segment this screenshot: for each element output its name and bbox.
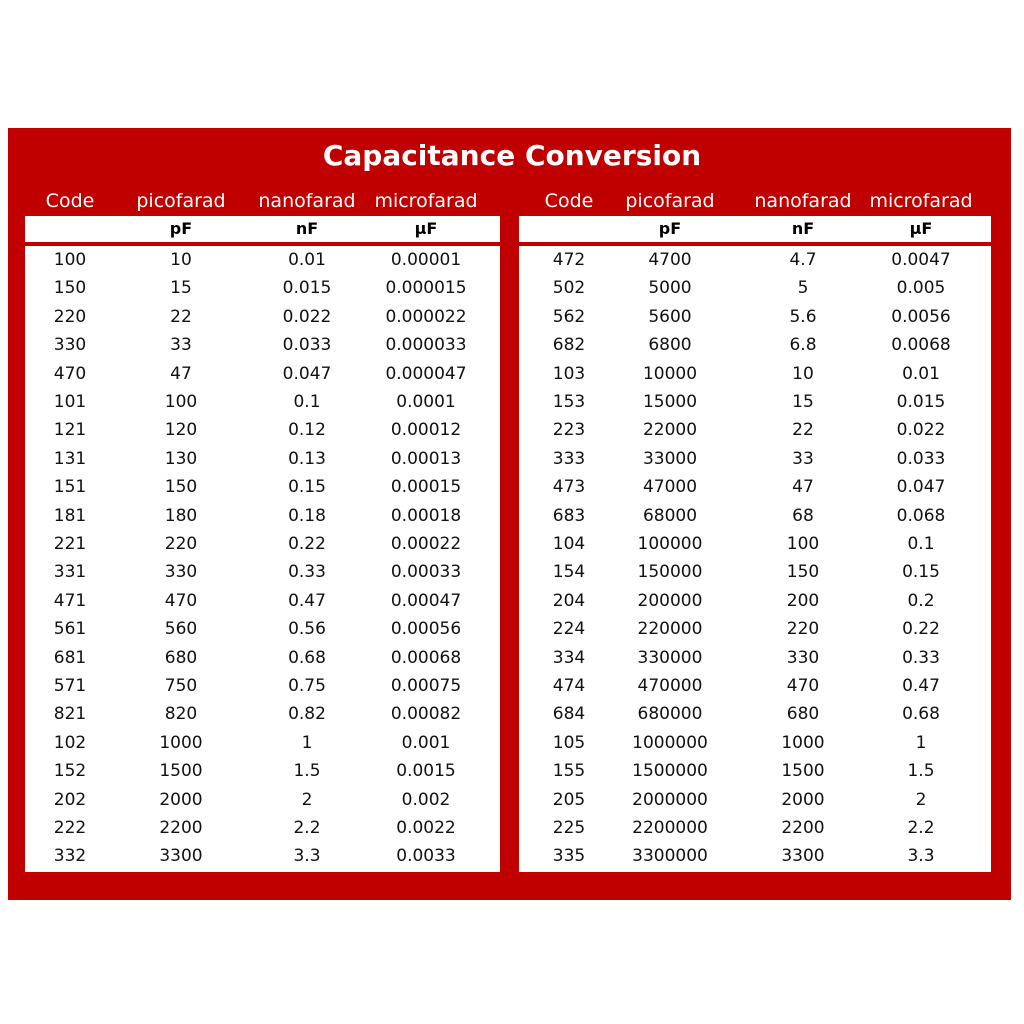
cell-code: 335 [552,846,586,867]
cell-microfarad: 0.0056 [891,306,951,327]
left-table [25,186,500,872]
cell-nanofarad: 5 [797,278,809,299]
cell-code: 471 [53,590,87,611]
cell-nanofarad: 0.01 [288,250,326,270]
cell-microfarad: 0.068 [896,505,946,526]
table-row [25,700,500,728]
cell-picofarad: 33000 [642,448,698,469]
cell-picofarad: 470000 [637,676,703,696]
cell-nanofarad: 0.15 [288,477,326,498]
cell-picofarad: 680 [164,647,198,668]
cell-microfarad: 0.33 [902,647,940,668]
cell-picofarad: 220000 [637,619,703,640]
table-row [519,360,991,388]
cell-microfarad: 0.005 [896,278,946,299]
cell-picofarad: 2000 [159,789,203,810]
cell-picofarad: 2200 [159,818,203,838]
cell-microfarad: 0.00013 [390,448,462,469]
cell-nanofarad: 10 [792,363,814,384]
cell-picofarad: 3300 [159,846,203,867]
cell-nanofarad: 6.8 [789,335,817,356]
table-row [25,388,500,416]
table-row [519,331,991,359]
cell-picofarad: 15 [170,278,192,299]
table-row [25,360,500,388]
cell-picofarad: 470 [164,590,198,611]
unit-uf: µF [414,219,438,238]
table-row [519,473,991,501]
cell-microfarad: 0.0022 [396,818,456,838]
header-code: Code [45,190,95,212]
cell-microfarad: 0.0068 [891,335,951,356]
cell-nanofarad: 0.22 [288,534,326,554]
cell-picofarad: 330 [164,562,198,583]
cell-nanofarad: 1 [301,732,313,753]
table-row [519,842,991,870]
cell-code: 562 [552,306,586,327]
cell-code: 225 [552,818,586,838]
cell-microfarad: 0.002 [401,789,451,810]
table-row [25,502,500,530]
cell-nanofarad: 33 [792,448,814,469]
cell-microfarad: 2.2 [907,818,935,838]
table-row [519,786,991,814]
cell-picofarad: 5000 [648,278,692,299]
cell-nanofarad: 47 [792,477,814,498]
right-units-row [519,216,991,242]
cell-microfarad: 0.00047 [390,590,462,611]
table-row [25,303,500,331]
cell-code: 331 [53,562,87,583]
cell-code: 502 [552,278,586,299]
cell-microfarad: 0.015 [896,392,946,412]
cell-picofarad: 10000 [642,363,698,384]
cell-microfarad: 0.47 [902,676,940,696]
cell-microfarad: 0.033 [896,448,946,469]
header-code: Code [544,190,594,212]
table-row [25,672,500,700]
cell-picofarad: 6800 [648,335,692,356]
cell-code: 202 [53,789,87,810]
cell-picofarad: 100000 [637,534,703,554]
cell-code: 131 [53,448,87,469]
cell-microfarad: 0.00012 [390,420,462,441]
cell-microfarad: 0.15 [902,562,940,583]
cell-microfarad: 1 [915,732,927,753]
cell-nanofarad: 0.1 [293,392,321,412]
cell-microfarad: 0.047 [896,477,946,498]
cell-code: 153 [552,392,586,412]
cell-nanofarad: 2.2 [293,818,321,838]
left-header-row [25,186,500,216]
cell-nanofarad: 1000 [781,732,825,753]
table-row [25,729,500,757]
cell-picofarad: 22 [170,306,192,327]
unit-nf: nF [791,219,815,238]
cell-code: 473 [552,477,586,498]
cell-microfarad: 0.00015 [390,477,462,498]
table-row [519,274,991,302]
right-header-row [519,186,991,216]
table-row [519,502,991,530]
cell-code: 684 [552,704,586,725]
cell-nanofarad: 680 [786,704,820,725]
cell-nanofarad: 3.3 [293,846,321,867]
cell-code: 561 [53,619,87,640]
cell-picofarad: 33 [170,335,192,356]
cell-nanofarad: 150 [786,562,820,583]
table-row [25,814,500,842]
cell-code: 334 [552,647,586,668]
cell-code: 474 [552,676,586,696]
cell-code: 681 [53,647,87,668]
table-row [519,644,991,672]
cell-picofarad: 15000 [642,392,698,412]
cell-code: 102 [53,732,87,753]
cell-picofarad: 10 [170,250,192,270]
cell-nanofarad: 2000 [781,789,825,810]
cell-microfarad: 0.68 [902,704,940,725]
header-picofarad: picofarad [625,190,715,212]
cell-nanofarad: 0.56 [288,619,326,640]
cell-nanofarad: 220 [786,619,820,640]
right-table [519,186,991,872]
cell-microfarad: 0.0015 [396,761,456,782]
cell-microfarad: 0.000047 [385,363,467,384]
cell-nanofarad: 470 [786,676,820,696]
cell-picofarad: 100 [164,392,198,412]
unit-pf: pF [169,219,193,238]
cell-microfarad: 0.000033 [385,335,467,356]
cell-picofarad: 150000 [637,562,703,583]
cell-picofarad: 47000 [642,477,698,498]
cell-microfarad: 0.00001 [390,250,462,270]
cell-code: 152 [53,761,87,782]
cell-picofarad: 820 [164,704,198,725]
cell-code: 103 [552,363,586,384]
cell-microfarad: 0.00082 [390,704,462,725]
cell-code: 470 [53,363,87,384]
cell-picofarad: 180 [164,505,198,526]
cell-picofarad: 1500000 [632,761,708,782]
cell-code: 682 [552,335,586,356]
cell-microfarad: 0.000015 [385,278,467,299]
cell-nanofarad: 2200 [781,818,825,838]
table-row [519,246,991,274]
table-row [519,445,991,473]
cell-microfarad: 0.22 [902,619,940,640]
table-row [25,558,500,586]
cell-microfarad: 0.000022 [385,306,467,327]
cell-code: 105 [552,732,586,753]
cell-code: 151 [53,477,87,498]
cell-microfarad: 0.0001 [396,392,456,412]
cell-microfarad: 0.00018 [390,505,462,526]
cell-picofarad: 22000 [642,420,698,441]
table-row [519,587,991,615]
cell-microfarad: 0.00033 [390,562,462,583]
cell-picofarad: 680000 [637,704,703,725]
cell-nanofarad: 0.13 [288,448,326,469]
cell-nanofarad: 330 [786,647,820,668]
cell-picofarad: 47 [170,363,192,384]
table-row [25,587,500,615]
cell-code: 332 [53,846,87,867]
cell-code: 683 [552,505,586,526]
cell-code: 222 [53,818,87,838]
header-microfarad: microfarad [869,190,973,212]
cell-microfarad: 1.5 [907,761,935,782]
table-row [519,757,991,785]
cell-nanofarad: 0.75 [288,676,326,696]
cell-nanofarad: 0.015 [282,278,332,299]
cell-picofarad: 750 [164,676,198,696]
table-row [25,786,500,814]
cell-nanofarad: 100 [786,534,820,554]
table-row [519,416,991,444]
cell-code: 821 [53,704,87,725]
table-row [25,842,500,870]
cell-code: 221 [53,534,87,554]
cell-code: 220 [53,306,87,327]
cell-nanofarad: 0.18 [288,505,326,526]
table-row [519,615,991,643]
table-row [25,644,500,672]
table-row [519,530,991,558]
header-picofarad: picofarad [136,190,226,212]
unit-pf: pF [658,219,682,238]
table-row [519,672,991,700]
table-row [25,757,500,785]
table-row [519,558,991,586]
cell-code: 100 [53,250,87,270]
cell-code: 150 [53,278,87,299]
cell-code: 571 [53,676,87,696]
cell-picofarad: 220 [164,534,198,554]
cell-code: 104 [552,534,586,554]
right-table-body [519,246,991,872]
cell-code: 224 [552,619,586,640]
cell-picofarad: 200000 [637,590,703,611]
cell-picofarad: 1000 [159,732,203,753]
cell-nanofarad: 0.68 [288,647,326,668]
unit-nf: nF [295,219,319,238]
cell-nanofarad: 200 [786,590,820,611]
cell-code: 121 [53,420,87,441]
cell-nanofarad: 1.5 [293,761,321,782]
cell-nanofarad: 0.033 [282,335,332,356]
table-row [25,416,500,444]
table-row [519,729,991,757]
cell-picofarad: 2000000 [632,789,708,810]
cell-nanofarad: 2 [301,789,313,810]
cell-code: 101 [53,392,87,412]
table-row [25,473,500,501]
cell-nanofarad: 0.047 [282,363,332,384]
cell-microfarad: 0.001 [401,732,451,753]
table-row [519,303,991,331]
cell-microfarad: 0.01 [902,363,940,384]
cell-code: 333 [552,448,586,469]
cell-microfarad: 0.2 [907,590,935,611]
cell-microfarad: 0.00075 [390,676,462,696]
cell-nanofarad: 5.6 [789,306,817,327]
cell-picofarad: 5600 [648,306,692,327]
cell-microfarad: 0.0047 [891,250,951,270]
cell-picofarad: 150 [164,477,198,498]
table-row [519,700,991,728]
cell-nanofarad: 0.33 [288,562,326,583]
cell-nanofarad: 0.47 [288,590,326,611]
table-row [25,530,500,558]
cell-picofarad: 2200000 [632,818,708,838]
cell-nanofarad: 68 [792,505,814,526]
table-row [25,274,500,302]
cell-picofarad: 130 [164,448,198,469]
cell-picofarad: 3300000 [632,846,708,867]
header-microfarad: microfarad [374,190,478,212]
header-nanofarad: nanofarad [258,190,356,212]
cell-picofarad: 68000 [642,505,698,526]
cell-nanofarad: 0.82 [288,704,326,725]
cell-code: 330 [53,335,87,356]
table-row [519,388,991,416]
header-nanofarad: nanofarad [754,190,852,212]
left-table-body [25,246,500,872]
cell-nanofarad: 4.7 [789,250,817,270]
table-row [25,615,500,643]
cell-nanofarad: 15 [792,392,814,412]
cell-nanofarad: 3300 [781,846,825,867]
cell-microfarad: 2 [915,789,927,810]
table-row [25,331,500,359]
cell-nanofarad: 0.022 [282,306,332,327]
cell-microfarad: 0.00056 [390,619,462,640]
left-units-row [25,216,500,242]
cell-nanofarad: 0.12 [288,420,326,441]
unit-uf: µF [909,219,933,238]
table-row [519,814,991,842]
cell-microfarad: 3.3 [907,846,935,867]
cell-picofarad: 1000000 [632,732,708,753]
cell-picofarad: 120 [164,420,198,441]
cell-code: 205 [552,789,586,810]
cell-picofarad: 4700 [648,250,692,270]
cell-picofarad: 1500 [159,761,203,782]
cell-microfarad: 0.00068 [390,647,462,668]
table-row [25,445,500,473]
cell-microfarad: 0.00022 [390,534,462,554]
cell-microfarad: 0.1 [907,534,935,554]
cell-code: 154 [552,562,586,583]
cell-picofarad: 330000 [637,647,703,668]
cell-code: 472 [552,250,586,270]
page-title: Capacitance Conversion [322,139,702,172]
cell-code: 155 [552,761,586,782]
cell-code: 223 [552,420,586,441]
cell-nanofarad: 1500 [781,761,825,782]
cell-nanofarad: 22 [792,420,814,441]
cell-code: 181 [53,505,87,526]
table-row [25,246,500,274]
cell-microfarad: 0.022 [896,420,946,441]
cell-microfarad: 0.0033 [396,846,456,867]
cell-code: 204 [552,590,586,611]
cell-picofarad: 560 [164,619,198,640]
